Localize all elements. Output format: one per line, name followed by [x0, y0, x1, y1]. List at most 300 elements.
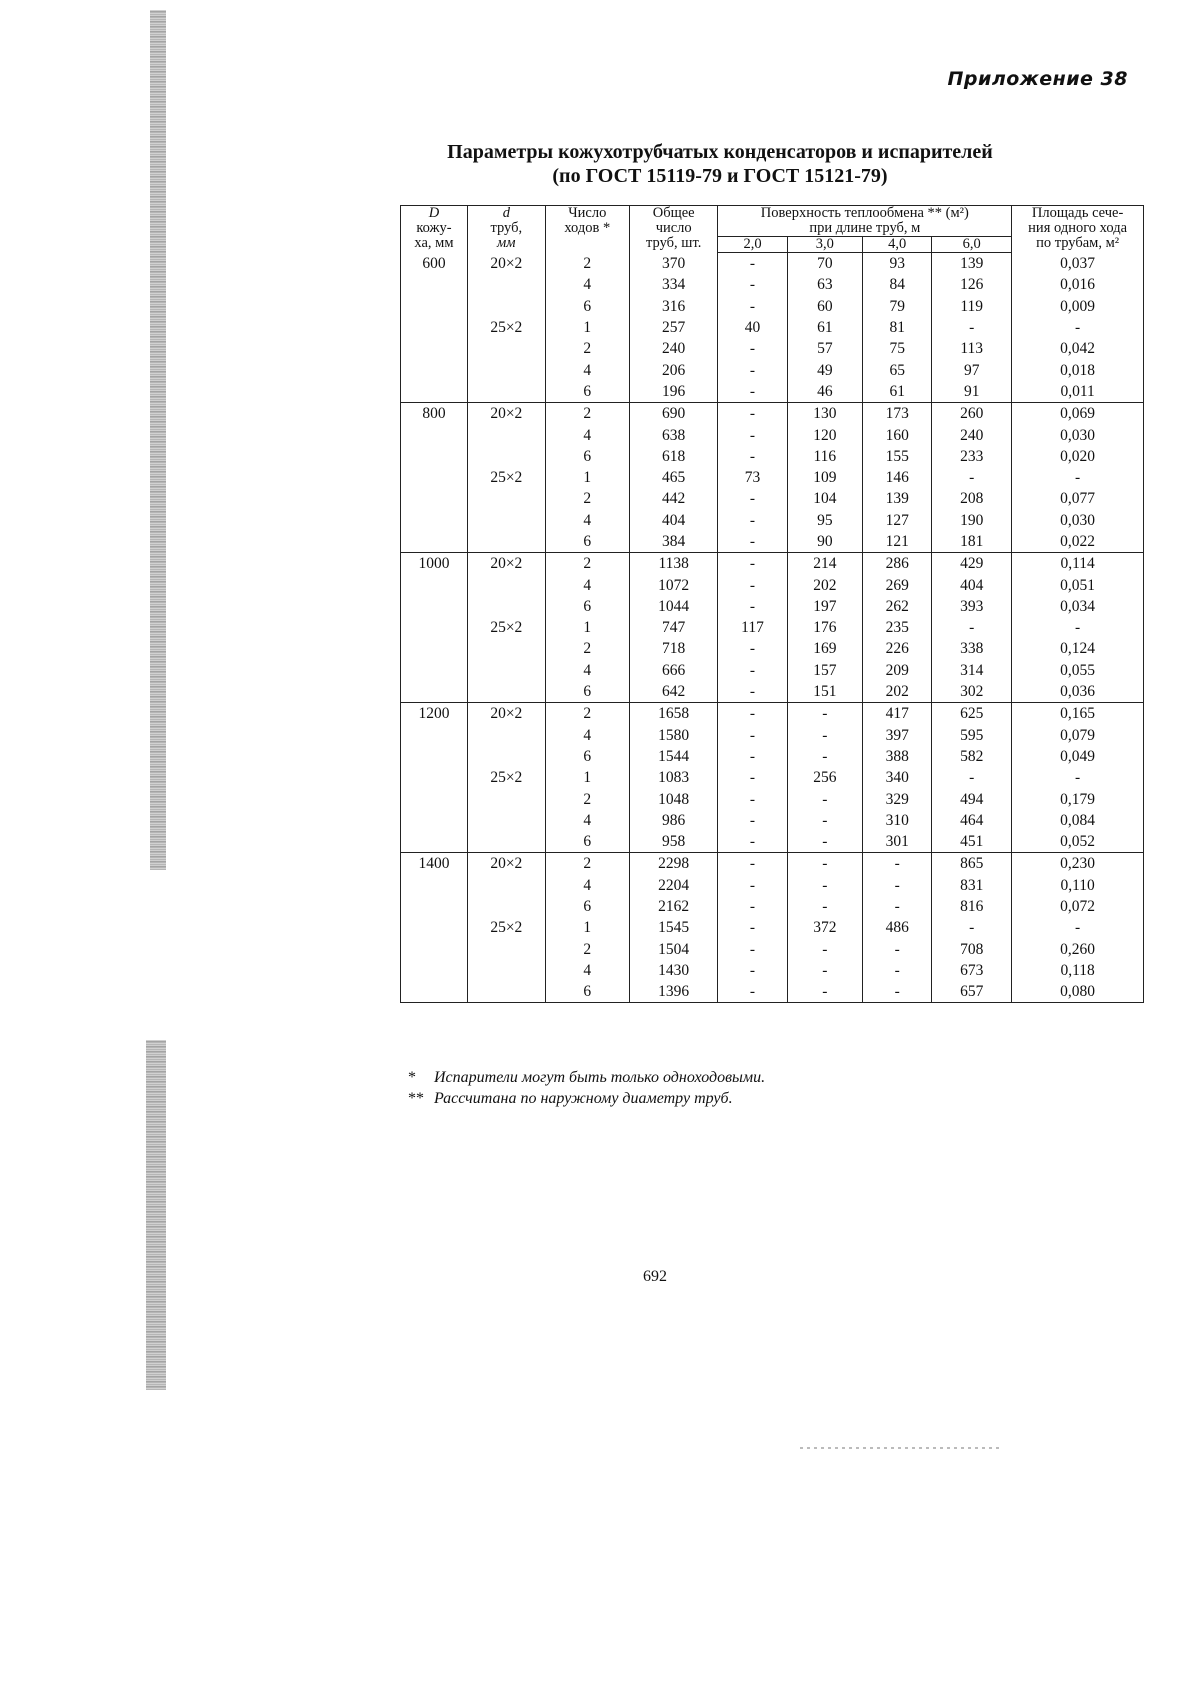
cell-surface-2m: - [718, 403, 787, 425]
cell-surface-2m: - [718, 681, 787, 703]
table-row [401, 617, 1144, 638]
table-row [401, 403, 1144, 425]
cell-surface-4m: 139 [863, 488, 932, 509]
cell-surface-3m: 120 [787, 424, 863, 445]
cell-passes: 6 [545, 381, 629, 403]
table-row [401, 338, 1144, 359]
cell-tube-size [467, 981, 545, 1003]
cell-passes: 4 [545, 510, 629, 531]
cell-passes: 2 [545, 788, 629, 809]
table-row [401, 831, 1144, 853]
table-row [401, 553, 1144, 575]
cell-surface-2m: - [718, 960, 787, 981]
cell-surface-6m: 595 [932, 725, 1012, 746]
cell-passes: 6 [545, 531, 629, 553]
cell-cross-section: 0,030 [1012, 424, 1144, 445]
cell-cross-section: 0,022 [1012, 531, 1144, 553]
cell-tube-size [467, 788, 545, 809]
cell-surface-6m: 190 [932, 510, 1012, 531]
cell-shell-diameter [401, 810, 468, 831]
cell-cross-section: 0,110 [1012, 875, 1144, 896]
table-header [401, 206, 1144, 253]
cell-surface-6m: 673 [932, 960, 1012, 981]
cell-surface-2m: - [718, 553, 787, 575]
cell-tube-size [467, 960, 545, 981]
cell-cross-section: 0,118 [1012, 960, 1144, 981]
cell-passes: 1 [545, 467, 629, 488]
cell-tube-size [467, 638, 545, 659]
cell-shell-diameter [401, 446, 468, 467]
cell-total-tubes: 334 [629, 274, 718, 295]
cell-total-tubes: 1048 [629, 788, 718, 809]
cell-surface-4m: 209 [863, 660, 932, 681]
cell-surface-4m: 121 [863, 531, 932, 553]
cell-tube-size [467, 939, 545, 960]
cell-surface-3m: - [787, 853, 863, 875]
cell-total-tubes: 638 [629, 424, 718, 445]
table-row [401, 274, 1144, 295]
cell-surface-3m: 130 [787, 403, 863, 425]
cell-total-tubes: 1138 [629, 553, 718, 575]
cell-surface-4m: - [863, 853, 932, 875]
cell-surface-3m: - [787, 960, 863, 981]
parameters-table [400, 205, 1144, 1003]
table-row [401, 510, 1144, 531]
cell-surface-6m: 91 [932, 381, 1012, 403]
cell-total-tubes: 1044 [629, 596, 718, 617]
cell-passes: 4 [545, 725, 629, 746]
cell-surface-6m: 302 [932, 681, 1012, 703]
cell-surface-3m: 46 [787, 381, 863, 403]
header-text: труб, [490, 220, 523, 236]
cell-surface-2m: 117 [718, 617, 787, 638]
cell-surface-3m: - [787, 788, 863, 809]
cell-total-tubes: 1545 [629, 917, 718, 938]
cell-surface-2m: 73 [718, 467, 787, 488]
cell-tube-size [467, 574, 545, 595]
title-line-2: (по ГОСТ 15119-79 и ГОСТ 15121-79) [552, 165, 888, 187]
cell-surface-6m: 119 [932, 296, 1012, 317]
cell-surface-3m: 49 [787, 359, 863, 380]
table-row [401, 424, 1144, 445]
table-row [401, 917, 1144, 938]
cell-shell-diameter [401, 274, 468, 295]
table-row [401, 359, 1144, 380]
cell-cross-section: 0,055 [1012, 660, 1144, 681]
cell-passes: 6 [545, 596, 629, 617]
cell-passes: 6 [545, 831, 629, 853]
cell-surface-6m: - [932, 917, 1012, 938]
cell-surface-2m: - [718, 896, 787, 917]
scan-artifact-strip [150, 10, 166, 870]
cell-tube-size: 25×2 [467, 617, 545, 638]
cell-surface-3m: 214 [787, 553, 863, 575]
cell-surface-3m: 372 [787, 917, 863, 938]
cell-shell-diameter [401, 531, 468, 553]
cell-surface-2m: - [718, 917, 787, 938]
table-row [401, 875, 1144, 896]
cell-surface-6m: 464 [932, 810, 1012, 831]
cell-cross-section: 0,080 [1012, 981, 1144, 1003]
cell-total-tubes: 666 [629, 660, 718, 681]
cell-passes: 2 [545, 939, 629, 960]
cell-total-tubes: 747 [629, 617, 718, 638]
cell-shell-diameter [401, 981, 468, 1003]
cell-shell-diameter [401, 338, 468, 359]
cell-cross-section: 0,042 [1012, 338, 1144, 359]
cell-tube-size [467, 488, 545, 509]
cell-surface-6m: 314 [932, 660, 1012, 681]
cell-tube-size: 20×2 [467, 853, 545, 875]
header-text: Площадь сече- [1031, 205, 1124, 221]
table-title [400, 140, 1040, 188]
table-row [401, 746, 1144, 767]
table-row [401, 317, 1144, 338]
header-text: Общее [652, 205, 695, 221]
cell-surface-4m: 65 [863, 359, 932, 380]
header-text: мм [497, 235, 516, 251]
cell-surface-3m: - [787, 939, 863, 960]
cell-cross-section: 0,036 [1012, 681, 1144, 703]
cell-surface-4m: 79 [863, 296, 932, 317]
cell-surface-3m: 57 [787, 338, 863, 359]
cell-surface-2m: - [718, 638, 787, 659]
cell-surface-3m: 256 [787, 767, 863, 788]
cell-total-tubes: 986 [629, 810, 718, 831]
cell-surface-4m: 81 [863, 317, 932, 338]
cell-total-tubes: 465 [629, 467, 718, 488]
cell-total-tubes: 240 [629, 338, 718, 359]
cell-tube-size [467, 896, 545, 917]
cell-cross-section: 0,079 [1012, 725, 1144, 746]
cell-surface-4m: 84 [863, 274, 932, 295]
cell-tube-size [467, 596, 545, 617]
cell-surface-3m: 176 [787, 617, 863, 638]
cell-surface-2m: - [718, 788, 787, 809]
header-text: при длине труб, м [809, 220, 921, 236]
cell-total-tubes: 1083 [629, 767, 718, 788]
cell-shell-diameter [401, 296, 468, 317]
cell-surface-3m: 157 [787, 660, 863, 681]
cell-surface-2m: - [718, 875, 787, 896]
cell-surface-3m: 60 [787, 296, 863, 317]
cell-shell-diameter [401, 960, 468, 981]
cell-passes: 1 [545, 317, 629, 338]
header-text: число [655, 220, 692, 236]
table-body [401, 253, 1144, 1003]
cell-total-tubes: 618 [629, 446, 718, 467]
cell-passes: 2 [545, 703, 629, 725]
header-tube-diameter [467, 206, 545, 253]
cell-surface-4m: 310 [863, 810, 932, 831]
cell-surface-4m: 301 [863, 831, 932, 853]
cell-surface-4m: 417 [863, 703, 932, 725]
table-row [401, 381, 1144, 403]
table-row [401, 810, 1144, 831]
table-row [401, 296, 1144, 317]
cell-surface-3m: 169 [787, 638, 863, 659]
cell-shell-diameter [401, 381, 468, 403]
cell-surface-6m: 139 [932, 253, 1012, 275]
cell-surface-2m: - [718, 810, 787, 831]
cell-surface-4m: 329 [863, 788, 932, 809]
cell-shell-diameter: 600 [401, 253, 468, 275]
cell-shell-diameter [401, 660, 468, 681]
cell-cross-section: 0,051 [1012, 574, 1144, 595]
table-row [401, 853, 1144, 875]
cell-total-tubes: 1396 [629, 981, 718, 1003]
cell-passes: 4 [545, 274, 629, 295]
cell-surface-6m: 582 [932, 746, 1012, 767]
header-length-2: 2,0 [718, 237, 787, 253]
cell-tube-size [467, 681, 545, 703]
header-text: труб, шт. [646, 235, 702, 251]
cell-shell-diameter [401, 467, 468, 488]
cell-surface-2m: - [718, 510, 787, 531]
cell-cross-section: 0,020 [1012, 446, 1144, 467]
cell-tube-size [467, 510, 545, 531]
cell-shell-diameter [401, 896, 468, 917]
cell-surface-2m: - [718, 381, 787, 403]
cell-surface-6m: 393 [932, 596, 1012, 617]
cell-cross-section: 0,114 [1012, 553, 1144, 575]
cell-cross-section: 0,077 [1012, 488, 1144, 509]
table-row [401, 767, 1144, 788]
cell-surface-2m: - [718, 359, 787, 380]
cell-surface-3m: - [787, 725, 863, 746]
cell-surface-6m: 816 [932, 896, 1012, 917]
table-row [401, 488, 1144, 509]
cell-passes: 4 [545, 359, 629, 380]
cell-surface-6m: 208 [932, 488, 1012, 509]
cell-tube-size [467, 446, 545, 467]
cell-surface-3m: - [787, 703, 863, 725]
cell-surface-4m: 388 [863, 746, 932, 767]
cell-total-tubes: 1504 [629, 939, 718, 960]
cell-tube-size: 25×2 [467, 317, 545, 338]
cell-surface-2m: - [718, 488, 787, 509]
cell-surface-2m: - [718, 253, 787, 275]
table-row [401, 681, 1144, 703]
cell-surface-2m: - [718, 853, 787, 875]
cell-surface-3m: 104 [787, 488, 863, 509]
cell-shell-diameter [401, 617, 468, 638]
cell-shell-diameter [401, 596, 468, 617]
cell-tube-size: 20×2 [467, 553, 545, 575]
cell-cross-section: 0,011 [1012, 381, 1144, 403]
table-row [401, 703, 1144, 725]
cell-surface-3m: 151 [787, 681, 863, 703]
cell-shell-diameter [401, 939, 468, 960]
cell-surface-4m: 93 [863, 253, 932, 275]
cell-surface-2m: - [718, 767, 787, 788]
cell-passes: 2 [545, 488, 629, 509]
cell-surface-4m: 61 [863, 381, 932, 403]
cell-passes: 4 [545, 660, 629, 681]
cell-surface-2m: - [718, 446, 787, 467]
cell-total-tubes: 1430 [629, 960, 718, 981]
cell-cross-section: - [1012, 467, 1144, 488]
cell-surface-6m: 260 [932, 403, 1012, 425]
table-row [401, 939, 1144, 960]
cell-surface-3m: 202 [787, 574, 863, 595]
scan-artifact-strip [146, 1040, 166, 1390]
cell-surface-6m: 831 [932, 875, 1012, 896]
cell-tube-size: 20×2 [467, 403, 545, 425]
cell-surface-4m: - [863, 981, 932, 1003]
header-length-3: 3,0 [787, 237, 863, 253]
cell-total-tubes: 1580 [629, 725, 718, 746]
cell-surface-6m: 625 [932, 703, 1012, 725]
cell-surface-6m: - [932, 467, 1012, 488]
cell-passes: 2 [545, 338, 629, 359]
cell-tube-size [467, 746, 545, 767]
cell-surface-3m: 197 [787, 596, 863, 617]
cell-surface-2m: - [718, 424, 787, 445]
cell-shell-diameter: 800 [401, 403, 468, 425]
footnote-mark: ** [408, 1090, 424, 1107]
cell-surface-6m: - [932, 767, 1012, 788]
cell-total-tubes: 370 [629, 253, 718, 275]
cell-surface-2m: - [718, 725, 787, 746]
cell-total-tubes: 2162 [629, 896, 718, 917]
cell-surface-3m: 61 [787, 317, 863, 338]
cell-cross-section: 0,069 [1012, 403, 1144, 425]
cell-total-tubes: 1658 [629, 703, 718, 725]
cell-passes: 1 [545, 767, 629, 788]
cell-passes: 4 [545, 960, 629, 981]
cell-total-tubes: 316 [629, 296, 718, 317]
cell-cross-section: - [1012, 767, 1144, 788]
cell-surface-6m: 429 [932, 553, 1012, 575]
cell-shell-diameter [401, 681, 468, 703]
cell-surface-2m: - [718, 296, 787, 317]
cell-cross-section: 0,179 [1012, 788, 1144, 809]
header-text: кожу- [416, 220, 452, 236]
cell-total-tubes: 442 [629, 488, 718, 509]
cell-tube-size: 25×2 [467, 917, 545, 938]
cell-surface-2m: - [718, 596, 787, 617]
cell-shell-diameter [401, 725, 468, 746]
cell-surface-3m: 63 [787, 274, 863, 295]
cell-surface-6m: 181 [932, 531, 1012, 553]
table-row [401, 981, 1144, 1003]
cell-total-tubes: 384 [629, 531, 718, 553]
cell-surface-3m: - [787, 831, 863, 853]
cell-cross-section: 0,230 [1012, 853, 1144, 875]
cell-passes: 4 [545, 424, 629, 445]
cell-surface-2m: - [718, 531, 787, 553]
footnotes [408, 1067, 765, 1109]
cell-surface-4m: 340 [863, 767, 932, 788]
cell-passes: 4 [545, 810, 629, 831]
header-passes [545, 206, 629, 253]
cell-tube-size: 20×2 [467, 703, 545, 725]
footnote-mark: * [408, 1069, 416, 1086]
cell-passes: 2 [545, 253, 629, 275]
cell-surface-4m: 160 [863, 424, 932, 445]
cell-total-tubes: 1072 [629, 574, 718, 595]
cell-surface-3m: 70 [787, 253, 863, 275]
table-row [401, 788, 1144, 809]
cell-shell-diameter [401, 875, 468, 896]
cell-surface-6m: 865 [932, 853, 1012, 875]
table-row [401, 596, 1144, 617]
table-row [401, 638, 1144, 659]
header-text: ния одного хода [1028, 220, 1128, 236]
cell-shell-diameter [401, 424, 468, 445]
cell-surface-4m: 75 [863, 338, 932, 359]
header-text: Число [568, 205, 607, 221]
cell-cross-section: - [1012, 617, 1144, 638]
cell-shell-diameter [401, 788, 468, 809]
cell-passes: 6 [545, 296, 629, 317]
cell-surface-6m: 494 [932, 788, 1012, 809]
cell-surface-3m: - [787, 810, 863, 831]
cell-shell-diameter: 1000 [401, 553, 468, 575]
cell-surface-2m: - [718, 660, 787, 681]
cell-passes: 4 [545, 574, 629, 595]
cell-total-tubes: 1544 [629, 746, 718, 767]
cell-tube-size [467, 831, 545, 853]
cell-cross-section: 0,072 [1012, 896, 1144, 917]
table-row [401, 896, 1144, 917]
cell-surface-2m: - [718, 274, 787, 295]
cell-tube-size [467, 810, 545, 831]
cell-surface-4m: 173 [863, 403, 932, 425]
cell-passes: 6 [545, 896, 629, 917]
header-text: Поверхность теплообмена ** (м²) [760, 205, 969, 221]
cell-tube-size [467, 531, 545, 553]
cell-passes: 1 [545, 917, 629, 938]
cell-passes: 2 [545, 853, 629, 875]
cell-surface-6m: 451 [932, 831, 1012, 853]
cell-passes: 4 [545, 875, 629, 896]
cell-tube-size [467, 725, 545, 746]
cell-surface-3m: - [787, 981, 863, 1003]
footnote [408, 1067, 765, 1088]
cell-shell-diameter: 1200 [401, 703, 468, 725]
cell-tube-size [467, 660, 545, 681]
table-row [401, 446, 1144, 467]
cell-surface-3m: 109 [787, 467, 863, 488]
cell-shell-diameter [401, 359, 468, 380]
cell-surface-2m: - [718, 981, 787, 1003]
cell-surface-3m: - [787, 896, 863, 917]
header-text: D [428, 205, 440, 221]
footnote-text: Испарители могут быть только одноходовыми. [434, 1069, 766, 1086]
cell-passes: 6 [545, 746, 629, 767]
cell-shell-diameter [401, 510, 468, 531]
cell-cross-section: - [1012, 317, 1144, 338]
cell-shell-diameter [401, 638, 468, 659]
cell-cross-section: 0,034 [1012, 596, 1144, 617]
cell-surface-6m: 97 [932, 359, 1012, 380]
cell-surface-2m: - [718, 831, 787, 853]
cell-surface-6m: 708 [932, 939, 1012, 960]
cell-total-tubes: 257 [629, 317, 718, 338]
cell-passes: 6 [545, 981, 629, 1003]
header-length-4: 4,0 [863, 237, 932, 253]
cell-surface-4m: 269 [863, 574, 932, 595]
header-length-6: 6,0 [932, 237, 1012, 253]
cell-surface-6m: 657 [932, 981, 1012, 1003]
cell-surface-4m: 146 [863, 467, 932, 488]
cell-total-tubes: 958 [629, 831, 718, 853]
cell-cross-section: 0,124 [1012, 638, 1144, 659]
cell-passes: 2 [545, 403, 629, 425]
cell-cross-section: 0,018 [1012, 359, 1144, 380]
